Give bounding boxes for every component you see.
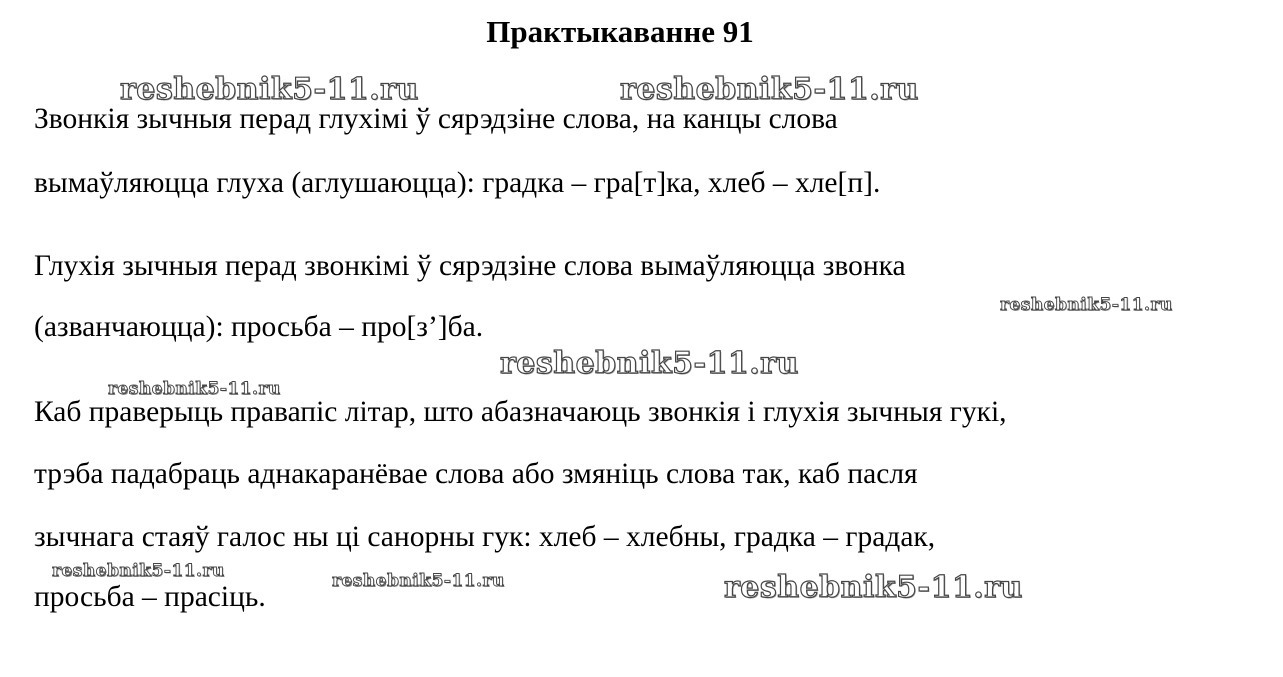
paragraph-3-line-2: трэба падабраць аднакаранёвае слова або змяніць слова так, каб пасля — [34, 458, 918, 490]
exercise-title: Практыкаванне 91 — [486, 14, 754, 49]
watermark: reshebnik5-11.ru — [120, 72, 419, 107]
paragraph-2-line-2: (азванчаюцца): просьба – про[з’]ба. — [34, 311, 484, 343]
watermark: reshebnik5-11.ru — [500, 346, 799, 381]
watermark: reshebnik5-11.ru — [108, 379, 281, 399]
paragraph-3-line-3: зычнага стаяў галос ны ці санорны гук: хлеб – хлебны, градка – градак, — [34, 521, 936, 553]
watermark: reshebnik5-11.ru — [52, 561, 225, 581]
watermark: reshebnik5-11.ru — [620, 72, 919, 107]
paragraph-3-line-4: просьба – прасіць. — [34, 581, 266, 613]
paragraph-1-line-2: вымаўляюцца глуха (аглушаюцца): градка – гра[т]ка, хлеб – хле[п]. — [34, 167, 881, 199]
watermark: reshebnik5-11.ru — [1000, 295, 1173, 315]
paragraph-2-line-1: Глухія зычныя перад звонкімі ў сярэдзіне слова вымаўляюцца звонка — [34, 250, 906, 282]
watermark: reshebnik5-11.ru — [724, 570, 1023, 605]
watermark: reshebnik5-11.ru — [332, 571, 505, 591]
paragraph-1-line-1: Звонкія зычныя перад глухімі ў сярэдзіне слова, на канцы слова — [34, 103, 838, 135]
paragraph-3-line-1: Каб праверыць правапіс літар, што абазначаюць звонкія і глухія зычныя гукі, — [34, 396, 1007, 428]
